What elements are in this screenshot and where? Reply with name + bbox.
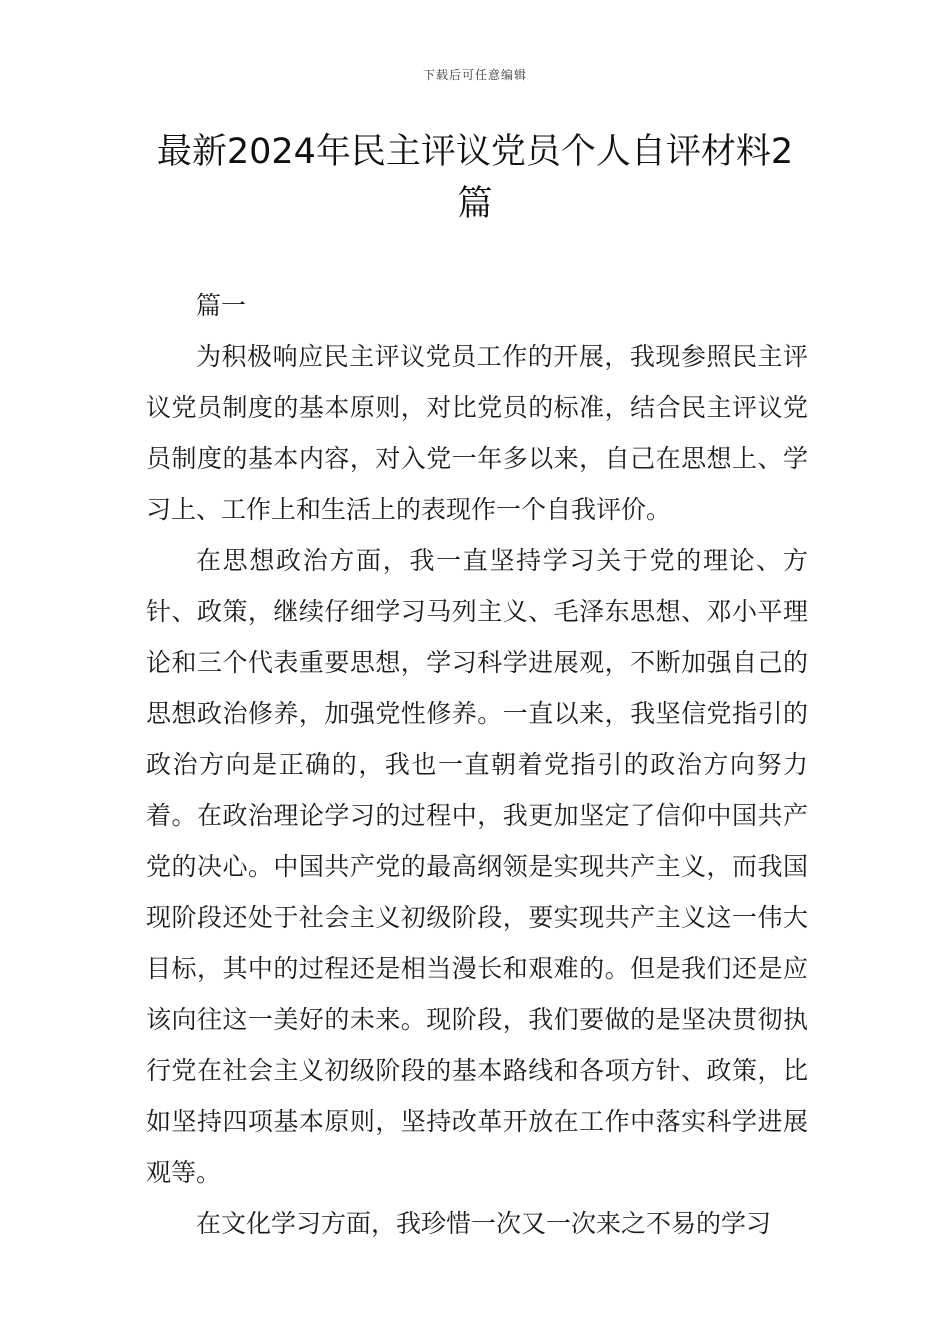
document-title: 最新2024年民主评议党员个人自评材料2篇 — [156, 132, 794, 224]
body-paragraph: 在思想政治方面，我一直坚持学习关于党的理论、方针、政策，继续仔细学习马列主义、毛泽东思想、邓小平理论和三个代表重要思想，学习科学进展观，不断加强自己的思想政治修养，加强党性修养。一直以来，我坚信党指引的政治方向是正确的，我也一直朝着党指引的政治方向努力着。在政治理论学习的过程中，我更加坚定了信仰中国共产党的决心。中国共产党的最高纲领是实现共产主义，而我国现阶段还处于社会主义初级阶段，要实现共产主义这一伟大目标，其中的过程还是相当漫长和艰难的。但是我们还是应该向往这一美好的未来。现阶段，我们要做的是坚决贯彻执行党在社会主义初级阶段的基本路线和各项方针、政策，比如坚持四项基本原则，坚持改革开放在工作中落实科学进展观等。 — [146, 546, 808, 1187]
body-paragraph: 在文化学习方面，我珍惜一次又一次来之不易的学习 — [196, 1209, 772, 1238]
header-note: 下载后可任意编辑 — [422, 68, 527, 82]
section-heading: 篇一 — [196, 291, 247, 320]
body-paragraph: 为积极响应民主评议党员工作的开展，我现参照民主评议党员制度的基本原则，对比党员的标准，结合民主评议党员制度的基本内容，对入党一年多以来，自己在思想上、学习上、工作上和生活上的表现作一个自我评价。 — [146, 342, 808, 524]
document-body — [146, 280, 808, 1249]
